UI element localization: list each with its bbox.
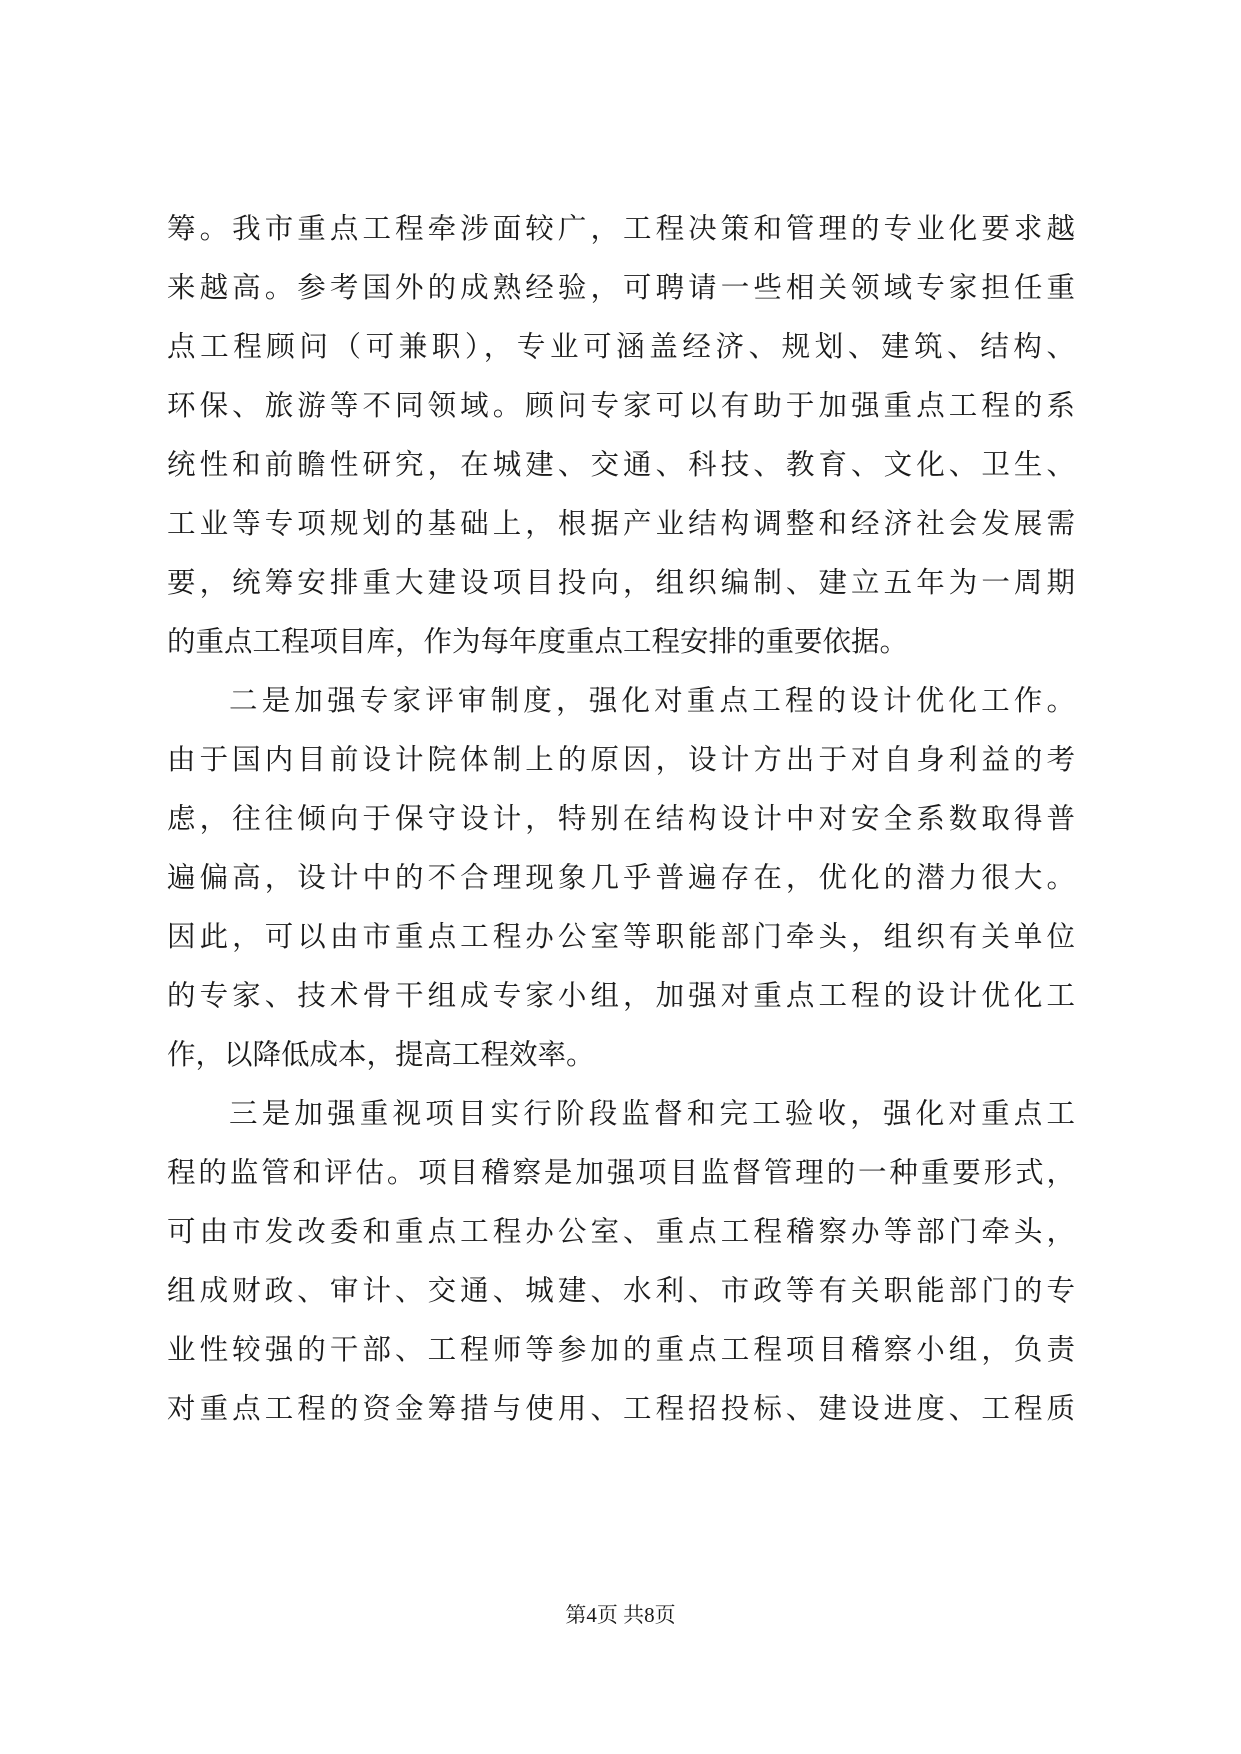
body-text-line: 工业等专项规划的基础上，根据产业结构调整和经济社会发展需 [167, 507, 1075, 540]
body-text-line: 由于国内目前设计院体制上的原因，设计方出于对自身利益的考 [167, 743, 1075, 776]
body-text-line: 来越高。参考国外的成熟经验，可聘请一些相关领域专家担任重 [167, 271, 1075, 304]
body-text-line: 虑，往往倾向于保守设计，特别在结构设计中对安全系数取得普 [167, 802, 1075, 835]
body-text-line: 筹。我市重点工程牵涉面较广，工程决策和管理的专业化要求越 [167, 212, 1075, 245]
body-text-line: 要，统筹安排重大建设项目投向，组织编制、建立五年为一周期 [167, 566, 1075, 599]
paragraph-first-line: 二是加强专家评审制度，强化对重点工程的设计优化工作。 [229, 684, 1075, 717]
paragraph-first-line: 三是加强重视项目实行阶段监督和完工验收，强化对重点工 [229, 1097, 1075, 1130]
body-text-line: 因此，可以由市重点工程办公室等职能部门牵头，组织有关单位 [167, 920, 1075, 953]
body-text-line: 统性和前瞻性研究，在城建、交通、科技、教育、文化、卫生、 [167, 448, 1075, 481]
body-text-line: 环保、旅游等不同领域。顾问专家可以有助于加强重点工程的系 [167, 389, 1075, 422]
body-text-line: 作，以降低成本，提高工程效率。 [167, 1038, 595, 1071]
body-text-line: 程的监管和评估。项目稽察是加强项目监督管理的一种重要形式， [167, 1156, 1075, 1189]
body-text-line: 的重点工程项目库，作为每年度重点工程安排的重要依据。 [167, 625, 909, 658]
body-text-line: 业性较强的干部、工程师等参加的重点工程项目稽察小组，负责 [167, 1333, 1075, 1366]
body-text-line: 点工程顾问（可兼职），专业可涵盖经济、规划、建筑、结构、 [167, 330, 1075, 363]
body-text-line: 遍偏高，设计中的不合理现象几乎普遍存在，优化的潜力很大。 [167, 861, 1075, 894]
page-number-footer: 第4页 共8页 [565, 1603, 676, 1627]
body-text-line: 组成财政、审计、交通、城建、水利、市政等有关职能部门的专 [167, 1274, 1075, 1307]
body-text-line: 的专家、技术骨干组成专家小组，加强对重点工程的设计优化工 [167, 979, 1075, 1012]
body-text-line: 对重点工程的资金筹措与使用、工程招投标、建设进度、工程质 [167, 1392, 1075, 1425]
body-text-line: 可由市发改委和重点工程办公室、重点工程稽察办等部门牵头， [167, 1215, 1075, 1248]
